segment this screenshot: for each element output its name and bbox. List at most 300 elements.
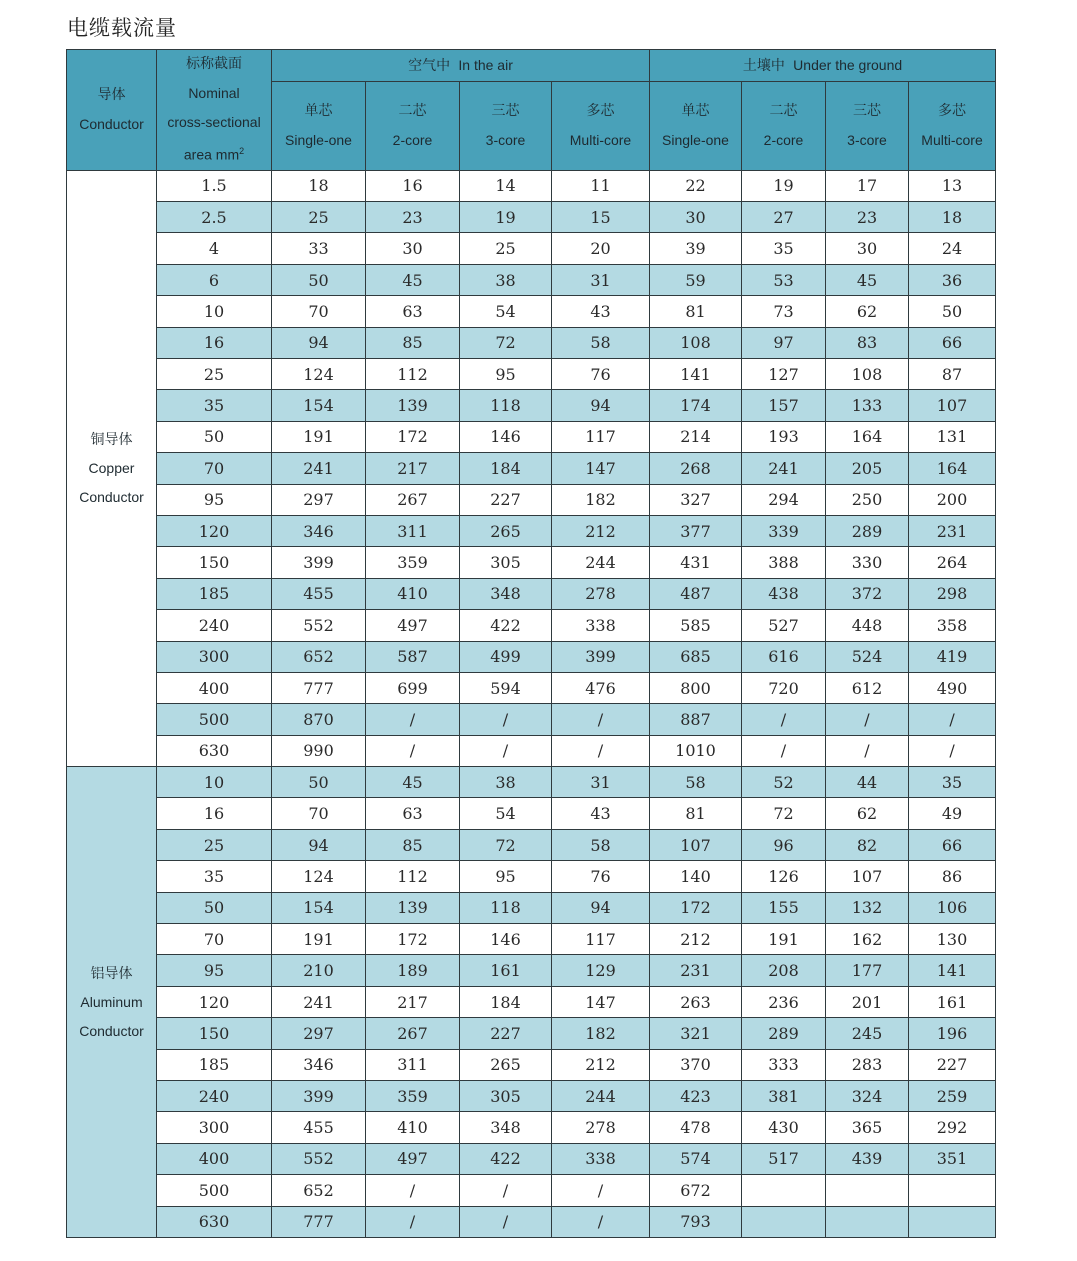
- cell-ampacity: 297: [272, 1018, 366, 1049]
- cell-ampacity: 97: [742, 327, 826, 358]
- cell-ampacity: 131: [909, 421, 996, 452]
- group-label-en2: Conductor: [79, 1022, 144, 1039]
- table-row: [67, 892, 996, 923]
- cell-ampacity: 62: [826, 296, 909, 327]
- cell-ampacity: 38: [460, 264, 552, 295]
- cell-ampacity: 124: [272, 861, 366, 892]
- header-ground-core-3: [909, 82, 996, 170]
- cell-ampacity: 455: [272, 1112, 366, 1143]
- cell-area: 95: [157, 955, 272, 986]
- header-area-en3: area mm: [183, 146, 240, 163]
- table-row: [67, 578, 996, 609]
- cell-ampacity: 348: [460, 1112, 552, 1143]
- table-row: [67, 421, 996, 452]
- cell-ampacity: 585: [650, 610, 742, 641]
- cell-ampacity: 263: [650, 986, 742, 1017]
- cell-area: 50: [157, 421, 272, 452]
- cell-ampacity: 139: [366, 390, 460, 421]
- header-ground-cn: 土壤中: [742, 57, 785, 74]
- cell-ampacity: 172: [650, 892, 742, 923]
- cell-ampacity: 35: [742, 233, 826, 264]
- cell-ampacity: 154: [272, 892, 366, 923]
- cell-ampacity: 339: [742, 515, 826, 546]
- cell-area: 10: [157, 296, 272, 327]
- cell-ampacity: 527: [742, 610, 826, 641]
- cell-ampacity: 267: [366, 484, 460, 515]
- cell-ampacity: 63: [366, 296, 460, 327]
- cell-ampacity: 410: [366, 578, 460, 609]
- cell-ampacity: 200: [909, 484, 996, 515]
- cell-ampacity: 141: [909, 955, 996, 986]
- cell-ampacity: 793: [650, 1206, 742, 1237]
- cell-ampacity: /: [460, 1206, 552, 1237]
- cell-area: 1.5: [157, 170, 272, 201]
- cell-ampacity: 44: [826, 767, 909, 798]
- header-ground-core-2: [826, 82, 909, 170]
- cell-ampacity: 800: [650, 672, 742, 703]
- cell-ampacity: 189: [366, 955, 460, 986]
- cell-ampacity: 422: [460, 1143, 552, 1174]
- core-label-cn: 三芯: [491, 102, 520, 119]
- cell-ampacity: 54: [460, 296, 552, 327]
- cell-area: 95: [157, 484, 272, 515]
- cell-ampacity: 72: [460, 327, 552, 358]
- table-row: [67, 1018, 996, 1049]
- cell-ampacity: 289: [742, 1018, 826, 1049]
- cell-ampacity: 422: [460, 610, 552, 641]
- cell-ampacity: 157: [742, 390, 826, 421]
- cell-ampacity: 214: [650, 421, 742, 452]
- header-ground: [650, 50, 996, 82]
- cell-area: 150: [157, 547, 272, 578]
- cell-ampacity: 305: [460, 547, 552, 578]
- cell-ampacity: 106: [909, 892, 996, 923]
- cell-ampacity: 38: [460, 767, 552, 798]
- header-ground-core-0: [650, 82, 742, 170]
- cell-ampacity: 172: [366, 421, 460, 452]
- cell-ampacity: 19: [460, 202, 552, 233]
- cell-ampacity: 1010: [650, 735, 742, 766]
- cell-ampacity: 264: [909, 547, 996, 578]
- cell-ampacity: 346: [272, 515, 366, 546]
- cell-ampacity: 23: [366, 202, 460, 233]
- cell-ampacity: 18: [909, 202, 996, 233]
- cell-ampacity: 283: [826, 1049, 909, 1080]
- cell-ampacity: /: [366, 1175, 460, 1206]
- cell-ampacity: 423: [650, 1080, 742, 1111]
- core-label-cn: 多芯: [586, 102, 615, 119]
- table-row: [67, 861, 996, 892]
- cell-ampacity: 50: [272, 264, 366, 295]
- cell-area: 630: [157, 735, 272, 766]
- cell-ampacity: 94: [552, 892, 650, 923]
- cell-ampacity: 236: [742, 986, 826, 1017]
- cell-ampacity: 201: [826, 986, 909, 1017]
- cell-ampacity: 70: [272, 798, 366, 829]
- cell-ampacity: 365: [826, 1112, 909, 1143]
- cell-ampacity: 108: [650, 327, 742, 358]
- core-label-en: 2-core: [763, 131, 804, 148]
- cell-ampacity: 33: [272, 233, 366, 264]
- cell-ampacity: 227: [460, 484, 552, 515]
- cell-ampacity: 672: [650, 1175, 742, 1206]
- header-air-core-3: [552, 82, 650, 170]
- cell-ampacity: 52: [742, 767, 826, 798]
- header-area-en2: cross-sectional: [167, 114, 261, 130]
- cell-ampacity: 191: [272, 924, 366, 955]
- cell-ampacity: 241: [272, 453, 366, 484]
- cell-ampacity: 399: [272, 547, 366, 578]
- cell-ampacity: 45: [366, 264, 460, 295]
- cell-ampacity: 19: [742, 170, 826, 201]
- cell-ampacity: 419: [909, 641, 996, 672]
- cell-ampacity: 346: [272, 1049, 366, 1080]
- cell-ampacity: [909, 1175, 996, 1206]
- cell-area: 120: [157, 515, 272, 546]
- cell-ampacity: 278: [552, 578, 650, 609]
- cell-ampacity: 587: [366, 641, 460, 672]
- cell-ampacity: 112: [366, 359, 460, 390]
- core-label-en: 3-core: [847, 131, 887, 148]
- ampacity-table: [66, 49, 996, 1238]
- group-label-en1: Copper: [88, 459, 135, 476]
- core-label-cn: 多芯: [938, 102, 967, 119]
- cell-ampacity: 265: [460, 1049, 552, 1080]
- cell-ampacity: 174: [650, 390, 742, 421]
- cell-ampacity: 208: [742, 955, 826, 986]
- cell-ampacity: 227: [909, 1049, 996, 1080]
- cell-ampacity: 268: [650, 453, 742, 484]
- cell-ampacity: 552: [272, 610, 366, 641]
- cell-ampacity: /: [460, 735, 552, 766]
- cell-area: 6: [157, 264, 272, 295]
- cell-ampacity: 278: [552, 1112, 650, 1143]
- cell-ampacity: /: [552, 704, 650, 735]
- cell-ampacity: 164: [826, 421, 909, 452]
- table-row: [67, 327, 996, 358]
- table-row: [67, 829, 996, 860]
- cell-ampacity: 54: [460, 798, 552, 829]
- cell-area: 500: [157, 1175, 272, 1206]
- cell-ampacity: 487: [650, 578, 742, 609]
- group-label-aluminum: [67, 767, 157, 1238]
- cell-area: 400: [157, 1143, 272, 1174]
- cell-ampacity: 24: [909, 233, 996, 264]
- table-row: [67, 515, 996, 546]
- cell-ampacity: 497: [366, 610, 460, 641]
- cell-ampacity: 45: [366, 767, 460, 798]
- cell-ampacity: 241: [742, 453, 826, 484]
- cell-ampacity: 191: [272, 421, 366, 452]
- table-body: [67, 170, 996, 1237]
- table-row: [67, 264, 996, 295]
- header-air-en: In the air: [458, 56, 513, 73]
- header-air-core-0: [272, 82, 366, 170]
- cell-ampacity: 147: [552, 453, 650, 484]
- core-label-en: Multi-core: [569, 131, 632, 148]
- cell-ampacity: 777: [272, 1206, 366, 1237]
- table-row: [67, 955, 996, 986]
- cell-ampacity: /: [826, 704, 909, 735]
- cell-ampacity: 45: [826, 264, 909, 295]
- cell-ampacity: 154: [272, 390, 366, 421]
- cell-area: 300: [157, 1112, 272, 1143]
- cell-ampacity: 348: [460, 578, 552, 609]
- cell-ampacity: 43: [552, 296, 650, 327]
- group-label-cn: 铜导体: [90, 430, 133, 447]
- header-area-cn: 标称截面: [186, 56, 242, 72]
- cell-area: 70: [157, 453, 272, 484]
- cell-ampacity: 126: [742, 861, 826, 892]
- table-row: [67, 202, 996, 233]
- table-row: [67, 1175, 996, 1206]
- cell-ampacity: 231: [650, 955, 742, 986]
- cell-ampacity: 370: [650, 1049, 742, 1080]
- cell-ampacity: 298: [909, 578, 996, 609]
- cell-ampacity: 358: [909, 610, 996, 641]
- cell-ampacity: 448: [826, 610, 909, 641]
- cell-ampacity: 305: [460, 1080, 552, 1111]
- cell-ampacity: 130: [909, 924, 996, 955]
- cell-ampacity: 49: [909, 798, 996, 829]
- cell-ampacity: 333: [742, 1049, 826, 1080]
- cell-ampacity: 431: [650, 547, 742, 578]
- core-label-cn: 单芯: [681, 102, 710, 119]
- cell-ampacity: 25: [272, 202, 366, 233]
- cell-ampacity: /: [366, 1206, 460, 1237]
- table-row: [67, 1143, 996, 1174]
- cell-ampacity: 43: [552, 798, 650, 829]
- cell-ampacity: 359: [366, 1080, 460, 1111]
- core-label-en: Multi-core: [921, 131, 983, 148]
- cell-ampacity: 162: [826, 924, 909, 955]
- cell-ampacity: 36: [909, 264, 996, 295]
- header-area-en1: Nominal: [188, 85, 240, 101]
- table-row: [67, 767, 996, 798]
- cell-ampacity: 146: [460, 421, 552, 452]
- cell-ampacity: 161: [909, 986, 996, 1017]
- group-label-en2: Conductor: [79, 488, 144, 505]
- cell-ampacity: 887: [650, 704, 742, 735]
- cell-ampacity: 388: [742, 547, 826, 578]
- cell-ampacity: 524: [826, 641, 909, 672]
- core-label-en: 3-core: [485, 131, 526, 148]
- cell-ampacity: 83: [826, 327, 909, 358]
- cell-ampacity: 31: [552, 264, 650, 295]
- cell-ampacity: 720: [742, 672, 826, 703]
- cell-ampacity: 330: [826, 547, 909, 578]
- cell-ampacity: 94: [552, 390, 650, 421]
- cell-ampacity: 76: [552, 861, 650, 892]
- cell-ampacity: 205: [826, 453, 909, 484]
- cell-area: 25: [157, 359, 272, 390]
- cell-ampacity: 58: [552, 327, 650, 358]
- table-row: [67, 547, 996, 578]
- cell-ampacity: 184: [460, 986, 552, 1017]
- cell-ampacity: 25: [460, 233, 552, 264]
- header-conductor: [67, 50, 157, 171]
- cell-ampacity: 107: [909, 390, 996, 421]
- cell-ampacity: 94: [272, 327, 366, 358]
- cell-ampacity: 410: [366, 1112, 460, 1143]
- core-label-en: Single-one: [662, 131, 729, 148]
- cell-ampacity: 245: [826, 1018, 909, 1049]
- cell-area: 400: [157, 672, 272, 703]
- table-row: [67, 390, 996, 421]
- cell-ampacity: 85: [366, 829, 460, 860]
- cell-ampacity: 81: [650, 798, 742, 829]
- cell-ampacity: 259: [909, 1080, 996, 1111]
- cell-ampacity: 652: [272, 641, 366, 672]
- table-row: [67, 924, 996, 955]
- cell-ampacity: /: [742, 704, 826, 735]
- cell-ampacity: 172: [366, 924, 460, 955]
- cell-ampacity: 140: [650, 861, 742, 892]
- cell-ampacity: 96: [742, 829, 826, 860]
- table-header: [67, 50, 996, 171]
- cell-ampacity: [742, 1175, 826, 1206]
- cell-ampacity: 147: [552, 986, 650, 1017]
- cell-ampacity: /: [909, 704, 996, 735]
- cell-ampacity: 18: [272, 170, 366, 201]
- table-row: [67, 672, 996, 703]
- table-row: [67, 453, 996, 484]
- cell-ampacity: 155: [742, 892, 826, 923]
- cell-ampacity: /: [742, 735, 826, 766]
- cell-ampacity: 685: [650, 641, 742, 672]
- cell-ampacity: /: [909, 735, 996, 766]
- cell-ampacity: 66: [909, 829, 996, 860]
- core-label-cn: 二芯: [398, 102, 427, 119]
- cell-ampacity: 399: [272, 1080, 366, 1111]
- cell-ampacity: 612: [826, 672, 909, 703]
- group-label-en1: Aluminum: [80, 993, 143, 1010]
- table-row: [67, 484, 996, 515]
- cell-area: 50: [157, 892, 272, 923]
- cell-ampacity: 244: [552, 547, 650, 578]
- cell-ampacity: 13: [909, 170, 996, 201]
- cell-ampacity: 231: [909, 515, 996, 546]
- cell-ampacity: 381: [742, 1080, 826, 1111]
- cell-ampacity: /: [366, 704, 460, 735]
- core-label-en: Single-one: [285, 131, 352, 148]
- cell-ampacity: 438: [742, 578, 826, 609]
- core-label-cn: 三芯: [853, 102, 881, 119]
- cell-ampacity: 217: [366, 986, 460, 1017]
- cell-ampacity: 212: [650, 924, 742, 955]
- cell-ampacity: 53: [742, 264, 826, 295]
- table-row: [67, 1080, 996, 1111]
- cell-area: 2.5: [157, 202, 272, 233]
- cell-ampacity: 50: [909, 296, 996, 327]
- header-conductor-en: Conductor: [79, 115, 144, 132]
- header-area: [157, 50, 272, 171]
- cell-ampacity: 15: [552, 202, 650, 233]
- cell-ampacity: 616: [742, 641, 826, 672]
- cell-ampacity: 870: [272, 704, 366, 735]
- cell-ampacity: 30: [650, 202, 742, 233]
- cell-ampacity: 27: [742, 202, 826, 233]
- cell-ampacity: 58: [552, 829, 650, 860]
- cell-ampacity: 321: [650, 1018, 742, 1049]
- cell-ampacity: 82: [826, 829, 909, 860]
- cell-ampacity: 63: [366, 798, 460, 829]
- cell-ampacity: 112: [366, 861, 460, 892]
- cell-ampacity: 497: [366, 1143, 460, 1174]
- cell-area: 240: [157, 610, 272, 641]
- cell-ampacity: 351: [909, 1143, 996, 1174]
- cell-ampacity: /: [460, 704, 552, 735]
- cell-ampacity: 652: [272, 1175, 366, 1206]
- cell-area: 35: [157, 390, 272, 421]
- table-row: [67, 610, 996, 641]
- cell-area: 185: [157, 1049, 272, 1080]
- header-area-sup: 2: [239, 146, 245, 156]
- cell-area: 150: [157, 1018, 272, 1049]
- cell-ampacity: 58: [650, 767, 742, 798]
- cell-ampacity: 95: [460, 359, 552, 390]
- cell-ampacity: 107: [650, 829, 742, 860]
- cell-ampacity: 182: [552, 1018, 650, 1049]
- cell-ampacity: 217: [366, 453, 460, 484]
- cell-ampacity: 133: [826, 390, 909, 421]
- cell-ampacity: 990: [272, 735, 366, 766]
- cell-ampacity: 265: [460, 515, 552, 546]
- cell-ampacity: 182: [552, 484, 650, 515]
- cell-ampacity: 94: [272, 829, 366, 860]
- table-row: [67, 641, 996, 672]
- cell-ampacity: 23: [826, 202, 909, 233]
- cell-ampacity: 184: [460, 453, 552, 484]
- cell-ampacity: 31: [552, 767, 650, 798]
- cell-ampacity: 50: [272, 767, 366, 798]
- cell-ampacity: [909, 1206, 996, 1237]
- cell-ampacity: 191: [742, 924, 826, 955]
- cell-ampacity: 146: [460, 924, 552, 955]
- cell-ampacity: 20: [552, 233, 650, 264]
- cell-ampacity: 439: [826, 1143, 909, 1174]
- cell-ampacity: [826, 1206, 909, 1237]
- cell-ampacity: 85: [366, 327, 460, 358]
- table-row: [67, 359, 996, 390]
- cell-ampacity: 86: [909, 861, 996, 892]
- cell-area: 25: [157, 829, 272, 860]
- cell-ampacity: 499: [460, 641, 552, 672]
- cell-ampacity: [826, 1175, 909, 1206]
- cell-area: 185: [157, 578, 272, 609]
- table-row: [67, 798, 996, 829]
- core-label-cn: 二芯: [769, 102, 798, 119]
- cell-ampacity: 87: [909, 359, 996, 390]
- cell-ampacity: 311: [366, 1049, 460, 1080]
- cell-ampacity: /: [460, 1175, 552, 1206]
- cell-ampacity: 294: [742, 484, 826, 515]
- table-row: [67, 735, 996, 766]
- cell-ampacity: 177: [826, 955, 909, 986]
- cell-area: 4: [157, 233, 272, 264]
- table-row: [67, 986, 996, 1017]
- cell-ampacity: 324: [826, 1080, 909, 1111]
- cell-ampacity: 338: [552, 1143, 650, 1174]
- core-label-en: 2-core: [392, 131, 433, 148]
- group-label-copper: [67, 170, 157, 766]
- cell-ampacity: 212: [552, 1049, 650, 1080]
- table-row: [67, 1206, 996, 1237]
- cell-ampacity: 399: [552, 641, 650, 672]
- cell-ampacity: 30: [826, 233, 909, 264]
- cell-ampacity: 250: [826, 484, 909, 515]
- cell-ampacity: 699: [366, 672, 460, 703]
